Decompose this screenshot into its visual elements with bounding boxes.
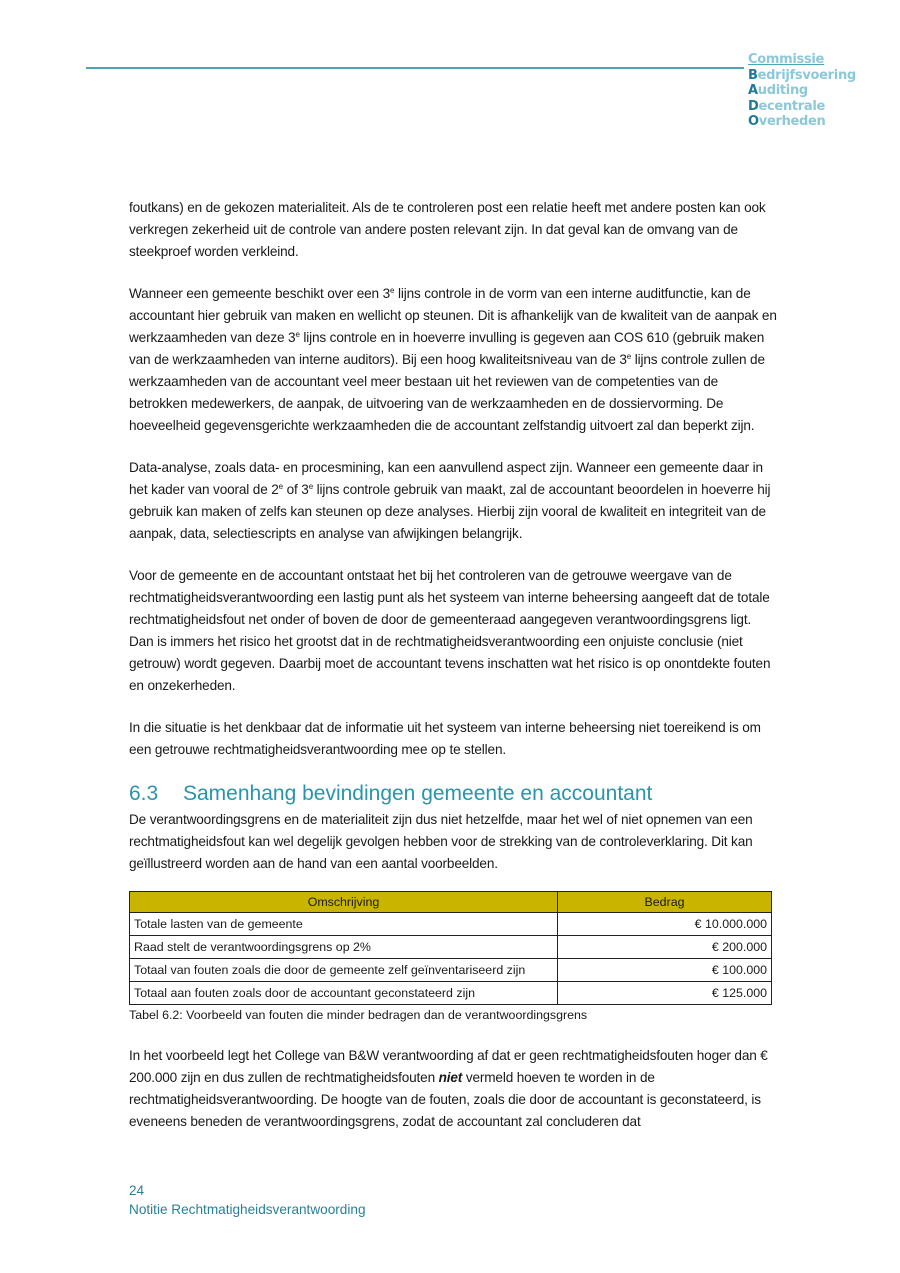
text-run: of 3 xyxy=(282,482,309,497)
table-row xyxy=(130,959,772,982)
text-run: lijns controle in de vorm van een interne auditfunctie, kan de accountant hier gebruik van maken en wellicht op steunen. Dit is afhankelijk van de kwaliteit van de aanpak en werkzaamheden van deze 3 xyxy=(129,286,777,345)
logo-initial: C xyxy=(748,52,758,67)
logo-initial: B xyxy=(748,67,758,83)
text-run: lijns controle zullen de werkzaamheden van de accountant veel meer bestaan uit het reviewen van de competenties van de betrokken medewerkers, de aanpak, de uitvoering van de werkzaamheden en de dossiervorming. De hoeveelheid gegevensgerichte werkzaamheden die de accountant zelfstandig uitvoert zal dan beperkt zijn. xyxy=(129,352,765,433)
logo-word: verheden xyxy=(758,114,826,129)
table-row xyxy=(130,913,772,936)
text-run: lijns controle en in hoeverre invulling is gegeven aan COS 610 (gebruik maken van de werkzaamheden van interne auditors). Bij een hoog kwaliteitsniveau van de 3 xyxy=(129,330,765,367)
cell-description: Raad stelt de verantwoordingsgrens op 2% xyxy=(130,936,558,959)
cell-amount: € 125.000 xyxy=(558,982,772,1005)
table-row xyxy=(130,982,772,1005)
cell-amount: € 100.000 xyxy=(558,959,772,982)
paragraph-3 xyxy=(129,457,779,545)
logo-line xyxy=(748,83,856,99)
paragraph-7 xyxy=(129,1045,779,1133)
paragraph-2 xyxy=(129,283,779,437)
cell-description: Totaal van fouten zoals die door de gemeente zelf geïnventariseerd zijn xyxy=(130,959,558,982)
paragraph-4: Voor de gemeente en de accountant ontstaat het bij het controleren van de getrouwe weergave van de rechtmatigheidsverantwoording een lastig punt als het systeem van interne beheersing aangeeft dat de totale rechtmatigheidsfout net onder of boven de door de gemeenteraad aangegeven verantwoordingsgrens ligt. Dan is immers het risico het grootst dat in de rechtmatigheidsverantwoording een onjuiste conclusie (niet getrouw) wordt gegeven. Daarbij moet de accountant tevens inschatten wat het risico is op onontdekte fouten en onzekerheden. xyxy=(129,568,771,693)
paragraph-6: De verantwoordingsgrens en de materialiteit zijn dus niet hetzelfde, maar het wel of niet opnemen van een rechtmatigheidsfout kan wel degelijk gevolgen hebben voor de strekking van de controleverklaring. Dit kan geïllustreerd worden aan de hand van een aantal voorbeelden. xyxy=(129,812,753,871)
document-title: Notitie Rechtmatigheidsverantwoording xyxy=(129,1202,366,1217)
logo-word: ommissie xyxy=(757,52,825,67)
text-run: vermeld hoeven te worden in de rechtmatigheidsverantwoording. De hoogte van de fouten, zoals die door de accountant is geconstateerd, is eveneens beneden de verantwoordingsgrens, zodat de accountant zal concluderen dat xyxy=(129,1070,761,1129)
table-row xyxy=(130,936,772,959)
logo-line xyxy=(748,52,856,68)
column-header-omschrijving: Omschrijving xyxy=(130,892,558,913)
paragraph-1: foutkans) en de gekozen materialiteit. Als de te controleren post een relatie heeft met andere posten kan ook verkregen zekerheid uit de controle van andere posten relevant zijn. In dat geval kan de omvang van de steekproef worden verkleind. xyxy=(129,200,766,259)
text-run: Wanneer een gemeente beschikt over een 3 xyxy=(129,286,391,301)
column-header-bedrag: Bedrag xyxy=(558,892,772,913)
superscript: e xyxy=(278,482,283,491)
header-rule xyxy=(86,67,744,69)
logo-line xyxy=(748,114,856,130)
superscript: e xyxy=(626,352,632,361)
logo-initial: D xyxy=(748,98,759,114)
cell-description: Totaal aan fouten zoals door de accountant geconstateerd zijn xyxy=(130,982,558,1005)
text-run: lijns controle gebruik van maakt, zal de accountant beoordelen in hoeverre hij gebruik kan maken of zelfs kan steunen op deze analyses. Hierbij zijn vooral de kwaliteit en integriteit van de aanpak, data, selectiescripts en analyse van afwijkingen belangrijk. xyxy=(129,482,771,541)
paragraph-5: In die situatie is het denkbaar dat de informatie uit het systeem van interne beheersing niet toereikend is om een getrouwe rechtmatigheidsverantwoording mee op te stellen. xyxy=(129,720,761,757)
text-run: Data-analyse, zoals data- en procesmining, kan een aanvullend aspect zijn. Wanneer een gemeente daar in het kader van vooral de 2 xyxy=(129,460,763,497)
page-number: 24 xyxy=(129,1183,145,1198)
text-run: In het voorbeeld legt het College van B&W verantwoording af dat er geen rechtmatigheidsfouten hoger dan € 200.000 zijn en dus zullen de rechtmatigheidsfouten xyxy=(129,1048,768,1085)
logo-initial: O xyxy=(748,114,759,129)
cell-amount: € 200.000 xyxy=(558,936,772,959)
logo-line xyxy=(748,99,856,115)
cell-amount: € 10.000.000 xyxy=(558,913,772,936)
superscript: e xyxy=(295,330,300,339)
page-body xyxy=(129,197,779,1153)
table-caption: Tabel 6.2: Voorbeeld van fouten die minder bedragen dan de verantwoordingsgrens xyxy=(129,1008,588,1022)
cell-description: Totale lasten van de gemeente xyxy=(130,913,558,936)
page-footer xyxy=(129,1181,366,1219)
example-table xyxy=(129,891,772,1005)
table-header-row xyxy=(130,892,772,913)
section-title: Samenhang bevindingen gemeente en accountant xyxy=(183,782,653,805)
logo-word: ecentrale xyxy=(758,98,826,114)
logo-word: edrijfsvoering xyxy=(757,67,856,83)
logo-word: uditing xyxy=(757,83,808,98)
emphasis: niet xyxy=(438,1070,463,1085)
logo-cbado xyxy=(748,52,856,130)
section-heading xyxy=(129,781,779,807)
section-number: 6.3 xyxy=(129,782,159,805)
superscript: e xyxy=(390,286,395,295)
logo-initial: A xyxy=(748,83,758,98)
superscript: e xyxy=(308,482,313,491)
logo-line xyxy=(748,68,856,84)
